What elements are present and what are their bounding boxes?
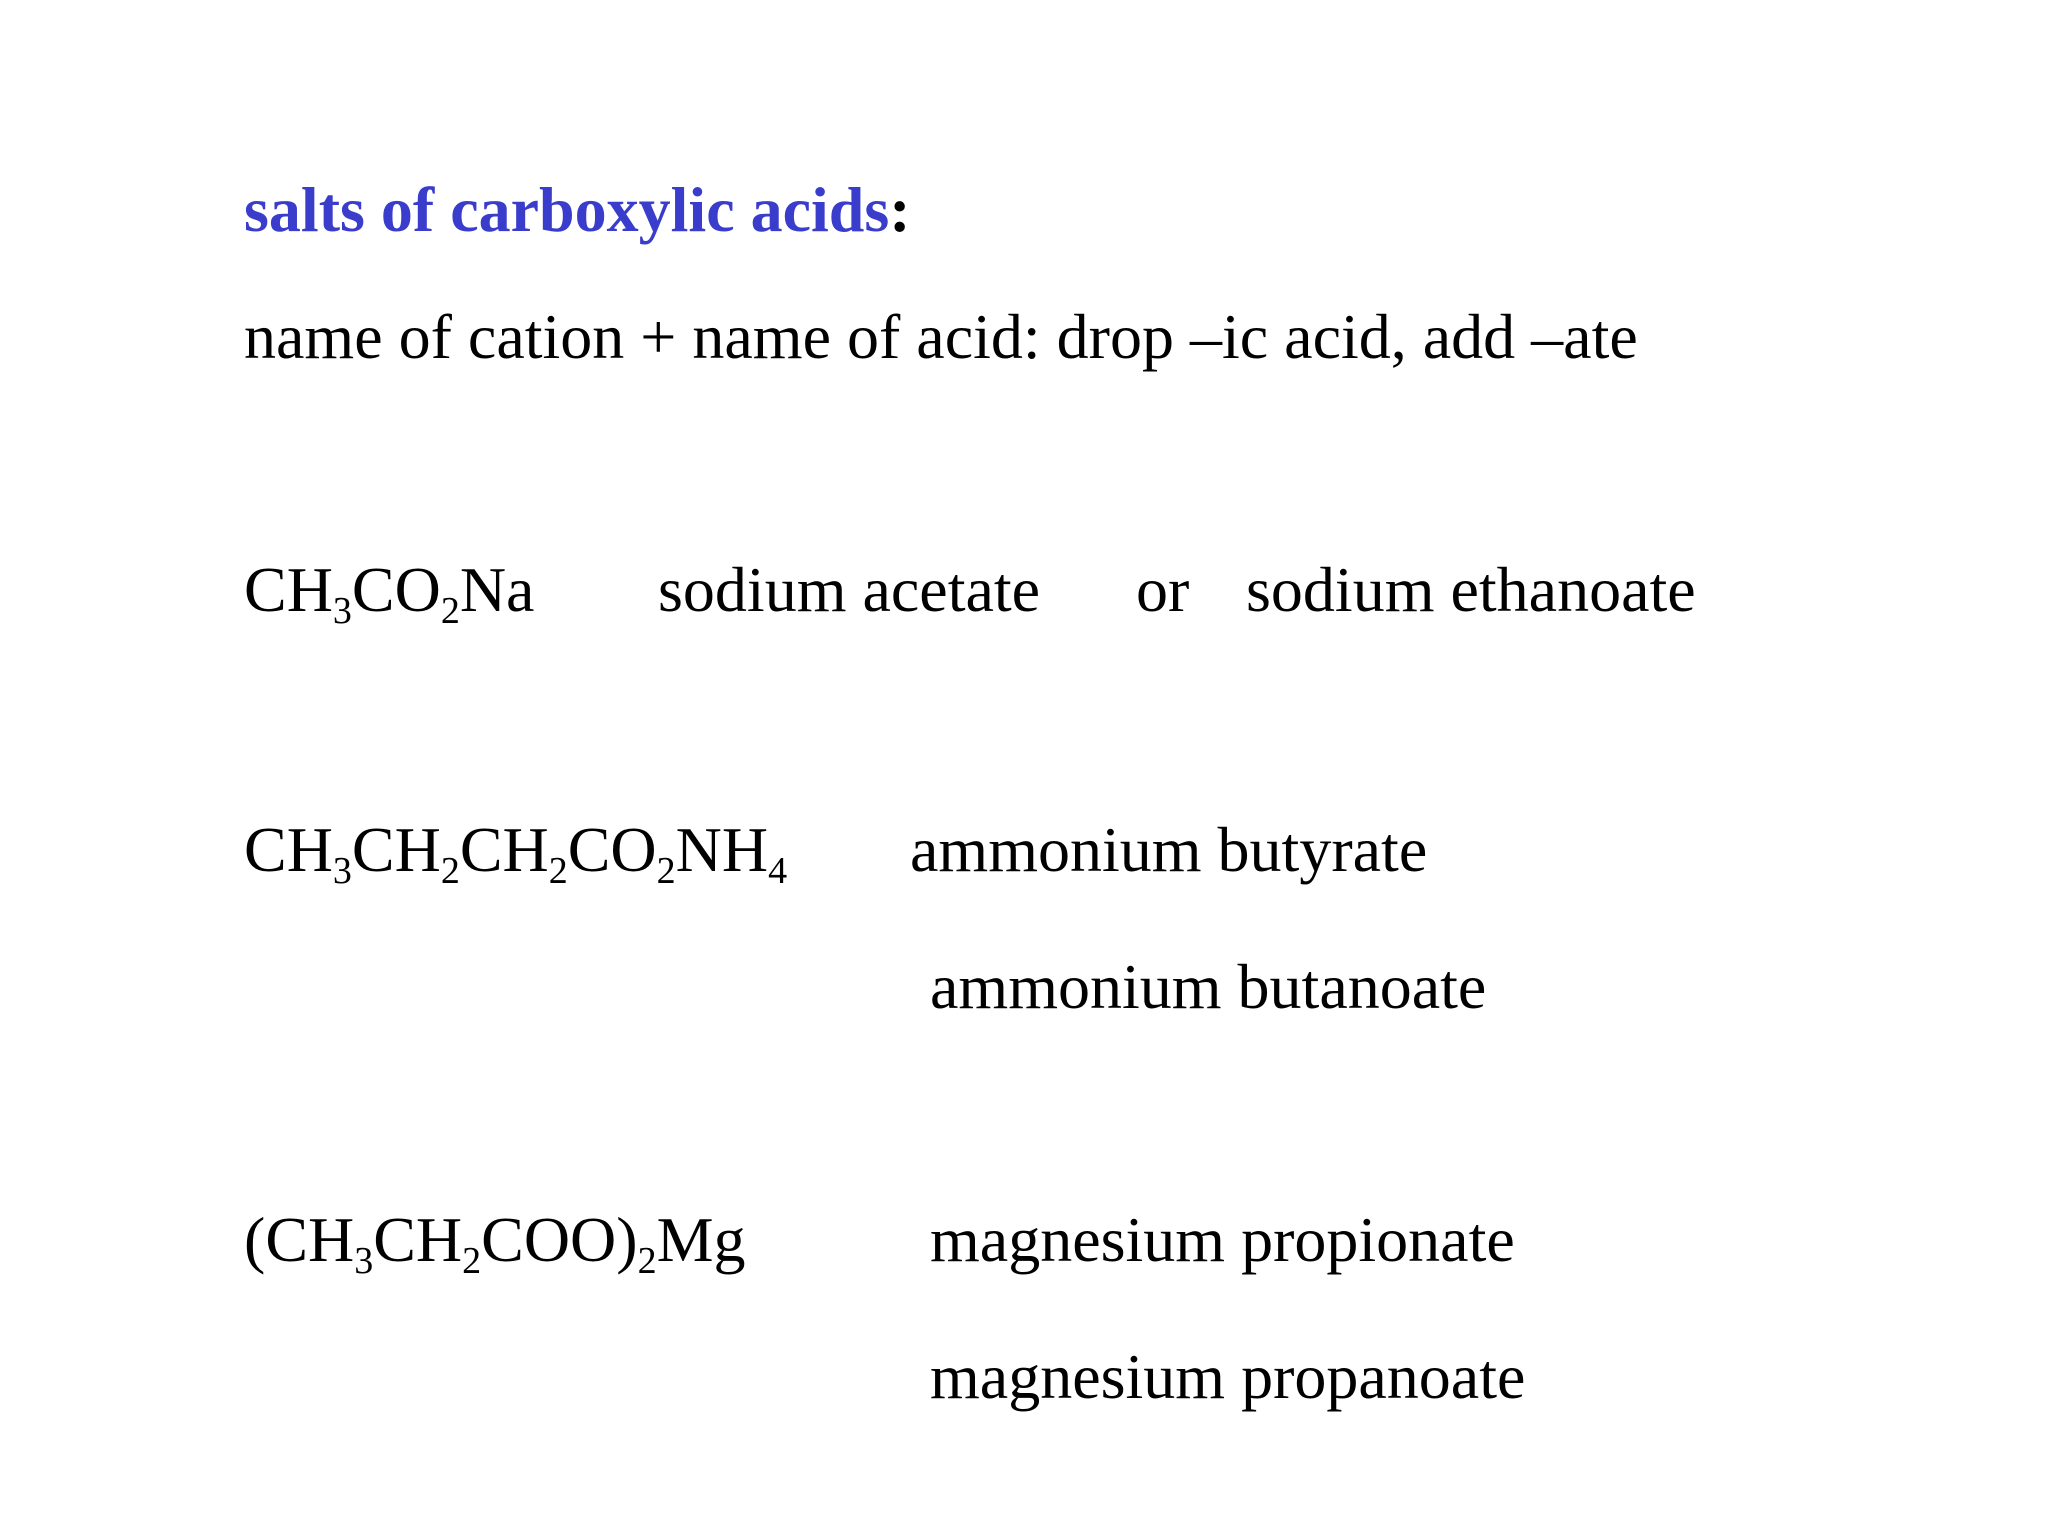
formula-ammonium-salt: $CH_3CH_2CH_2CO_2NH_4$ xyxy=(244,814,788,892)
slide-title-text: salts of carboxylic acids xyxy=(244,174,890,245)
common-name-ammonium: ammonium butyrate xyxy=(910,814,1428,885)
formula-sodium-salt: $CH_3CO_2Na$ xyxy=(244,554,535,632)
formula-magnesium-salt: $(CH_3CH_2COO)_2Mg$ xyxy=(244,1204,746,1282)
iupac-name-sodium: sodium ethanoate xyxy=(1246,554,1696,625)
slide-title-colon: : xyxy=(889,174,911,245)
naming-rule: name of cation + name of acid: drop –ic acid, add –ate xyxy=(244,301,1638,372)
common-name-sodium: sodium acetate xyxy=(658,554,1041,625)
slide-title xyxy=(244,174,911,245)
iupac-name-ammonium: ammonium butanoate xyxy=(930,951,1487,1022)
iupac-name-magnesium: magnesium propanoate xyxy=(930,1341,1526,1412)
name-connector-or: or xyxy=(1136,554,1190,625)
common-name-magnesium: magnesium propionate xyxy=(930,1204,1515,1275)
